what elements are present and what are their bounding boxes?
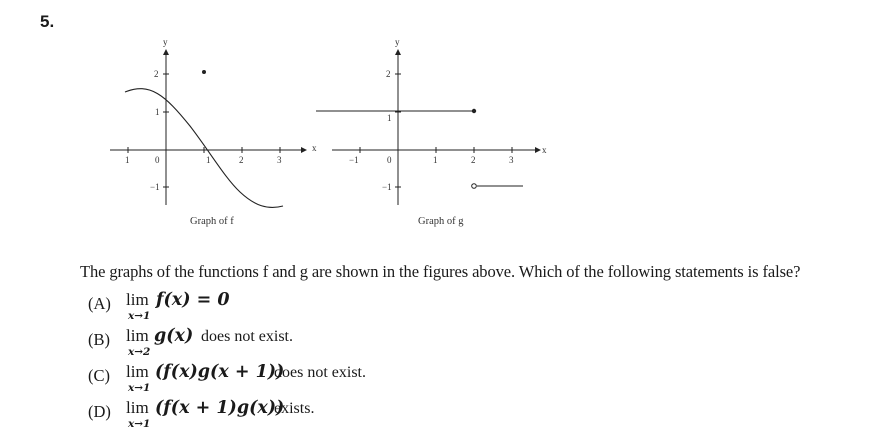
choice-letter: (C) xyxy=(88,366,110,385)
choice-letter: (B) xyxy=(88,330,110,349)
g-y-axis-label: y xyxy=(395,37,400,47)
g-x-tick-label: 2 xyxy=(471,155,476,165)
choice-letter: (D) xyxy=(88,402,111,421)
f-isolated-point xyxy=(202,70,206,74)
g-x-tick-label: 1 xyxy=(433,155,438,165)
g-y-tick-label: 1 xyxy=(387,113,392,123)
choice-text: exists. xyxy=(274,400,315,417)
g-caption: Graph of g xyxy=(418,216,464,227)
choice-d[interactable]: (D) lim x→1 (f(x + 1)g(x)) exists. xyxy=(88,398,315,430)
g-x-tick-label: 3 xyxy=(509,155,514,165)
limit-subscript: x→1 xyxy=(128,418,151,430)
limit-subscript: x→1 xyxy=(128,382,151,394)
graph-f xyxy=(110,37,317,227)
choice-a[interactable]: (A) lim x→1 f(x) = 0 xyxy=(88,290,230,322)
g-y-tick-label: 2 xyxy=(386,69,391,79)
f-y-axis-label: y xyxy=(163,37,168,47)
choice-letter: (A) xyxy=(88,294,111,313)
g-closed-point xyxy=(472,109,476,113)
f-x-tick-label: 1 xyxy=(125,155,130,165)
g-x-axis-label: x xyxy=(542,145,547,155)
g-open-point xyxy=(472,184,477,189)
g-x-tick-label: −1 xyxy=(349,155,359,165)
f-y-tick-label: 1 xyxy=(155,107,160,117)
choice-expression: f(x) = 0 xyxy=(156,290,230,310)
f-x-axis-label: x xyxy=(312,143,317,153)
f-y-tick-label: −1 xyxy=(150,182,160,192)
choice-b[interactable]: (B) lim x→2 g(x) does not exist. xyxy=(88,326,293,358)
limit-subscript: x→1 xyxy=(128,310,151,322)
f-y-tick-label: 2 xyxy=(154,69,159,79)
choice-text: does not exist. xyxy=(274,364,366,381)
g-x-tick-label: 0 xyxy=(387,155,392,165)
limit-subscript: x→2 xyxy=(128,346,151,358)
f-x-tick-label: 0 xyxy=(155,155,160,165)
f-x-tick-label: 3 xyxy=(277,155,282,165)
f-x-tick-label: 1 xyxy=(206,155,211,165)
choice-expression: (f(x + 1)g(x)) xyxy=(155,398,285,418)
choice-expression: g(x) xyxy=(154,326,194,346)
g-y-tick-label: −1 xyxy=(382,182,392,192)
question-number: 5. xyxy=(40,12,55,31)
f-caption: Graph of f xyxy=(190,216,234,227)
choice-expression: (f(x)g(x + 1)) xyxy=(155,362,285,382)
f-x-tick-label: 2 xyxy=(239,155,244,165)
question-prompt: The graphs of the functions f and g are shown in the figures above. Which of the following statements is false? xyxy=(80,262,801,281)
graph-g xyxy=(316,37,547,227)
choice-c[interactable]: (C) lim x→1 (f(x)g(x + 1)) does not exist. xyxy=(88,362,366,394)
choice-text: does not exist. xyxy=(201,328,293,345)
